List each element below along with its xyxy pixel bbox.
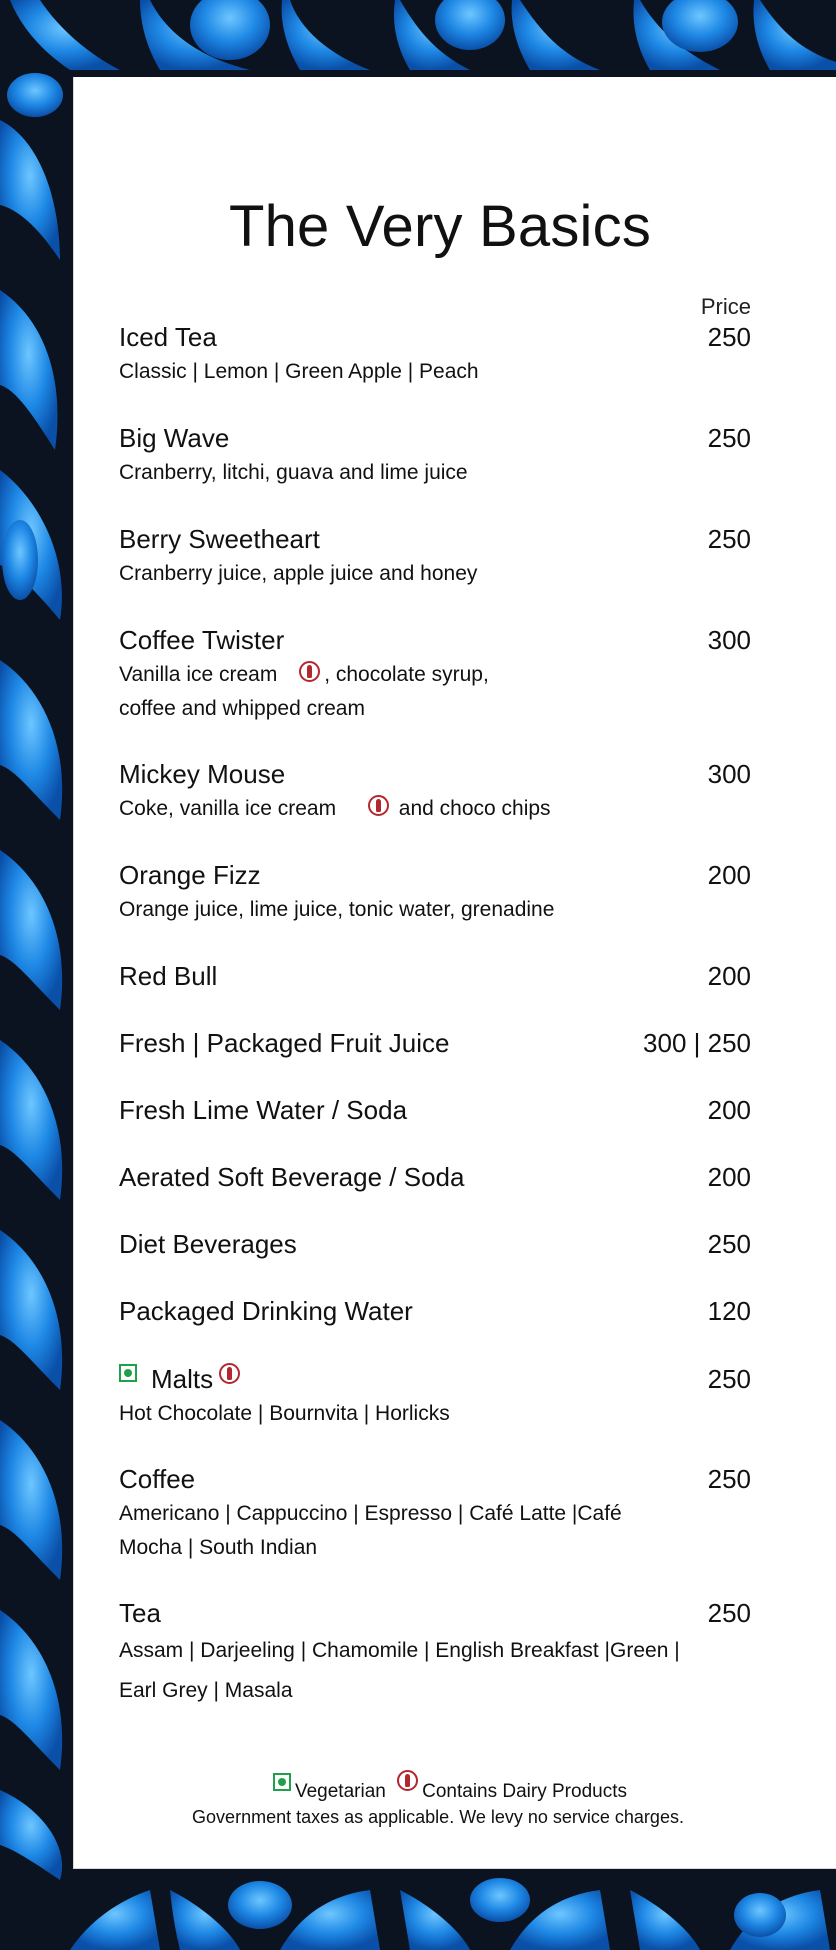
item-name: Mickey Mouse [119,759,286,789]
item-name: Fresh Lime Water / Soda [119,1095,408,1125]
item-description [119,1631,751,1711]
dairy-icon [219,1363,240,1384]
item-price: 250 [707,1464,751,1494]
dairy-icon [299,661,320,682]
menu-item-orange-fizz [119,860,751,927]
item-description-part: Earl Grey | Masala [119,1679,293,1702]
item-price: 200 [707,1095,751,1125]
item-name: Tea [119,1598,161,1628]
menu-item-tea [119,1598,751,1711]
item-description-part: Coke, vanilla ice cream [119,797,337,820]
item-name: Iced Tea [119,322,217,352]
item-price: 300 [707,625,751,655]
item-name: Coffee Twister [119,625,285,655]
menu-item-coffee [119,1464,751,1565]
item-description-part: Vanilla ice cream [119,663,278,686]
item-price: 250 [707,524,751,554]
dairy-icon [397,1770,418,1791]
item-price: 200 [707,961,751,991]
item-name: Red Bull [119,961,218,991]
vegetarian-icon [273,1773,291,1791]
legend-vegetarian-label: Vegetarian [294,1781,386,1802]
item-price: 120 [707,1296,751,1326]
item-description [119,1497,751,1565]
item-name: Berry Sweetheart [119,524,320,554]
item-name: Packaged Drinking Water [119,1296,413,1326]
menu-item-coffee-twister [119,625,751,726]
item-description [119,792,751,826]
item-description-part: Americano | Cappuccino | Espresso | Café Latte |Café [119,1502,622,1525]
menu-item-fruit-juice [119,1028,751,1059]
item-description: Cranberry, litchi, guava and lime juice [119,461,468,484]
legend-dairy-label: Contains Dairy Products [422,1781,627,1802]
menu-legend [74,1770,836,1803]
menu-item-malts [119,1363,751,1431]
tax-footnote: Government taxes as applicable. We levy no service charges. [192,1807,684,1827]
item-description [119,658,751,726]
item-description: Orange juice, lime juice, tonic water, grenadine [119,898,555,921]
item-price: 250 [707,1598,751,1628]
menu-item-mickey-mouse [119,759,751,826]
item-description-part: coffee and whipped cream [119,697,365,720]
item-name: Coffee [119,1464,196,1494]
menu-item-iced-tea [119,322,751,389]
item-price: 200 [707,1162,751,1192]
item-name-group [119,1363,244,1395]
item-description: Cranberry juice, apple juice and honey [119,562,478,585]
menu-card [73,77,836,1869]
menu-item-packaged-drinking-water [119,1296,751,1327]
item-description-part: and choco chips [398,797,551,820]
menu-item-aerated-soft-beverage [119,1162,751,1193]
item-price: 250 [707,1364,751,1394]
item-name: Big Wave [119,423,230,453]
item-price: 200 [707,860,751,890]
menu-item-big-wave [119,423,751,490]
dairy-icon [368,795,389,816]
item-price: 250 [707,423,751,453]
menu-title: The Very Basics [228,194,652,259]
item-name: Fresh | Packaged Fruit Juice [119,1028,450,1058]
item-description: Classic | Lemon | Green Apple | Peach [119,360,479,383]
item-name: Malts [151,1364,214,1394]
menu-item-diet-beverages [119,1229,751,1260]
item-name: Orange Fizz [119,860,261,890]
item-description: Hot Chocolate | Bournvita | Horlicks [119,1402,450,1425]
item-price: 300 | 250 [643,1028,751,1058]
item-price: 300 [707,759,751,789]
menu-item-berry-sweetheart [119,524,751,591]
item-description-part: Assam | Darjeeling | Chamomile | English Breakfast |Green | [119,1639,680,1662]
menu-item-red-bull [119,961,751,992]
vegetarian-icon [119,1364,137,1382]
item-name: Aerated Soft Beverage / Soda [119,1162,465,1192]
menu-item-fresh-lime-water [119,1095,751,1126]
item-description-part: Mocha | South Indian [119,1536,318,1559]
item-name: Diet Beverages [119,1229,297,1259]
price-column-heading: Price [700,294,751,319]
item-price: 250 [707,322,751,352]
item-price: 250 [707,1229,751,1259]
item-description-part: , chocolate syrup, [324,663,489,686]
